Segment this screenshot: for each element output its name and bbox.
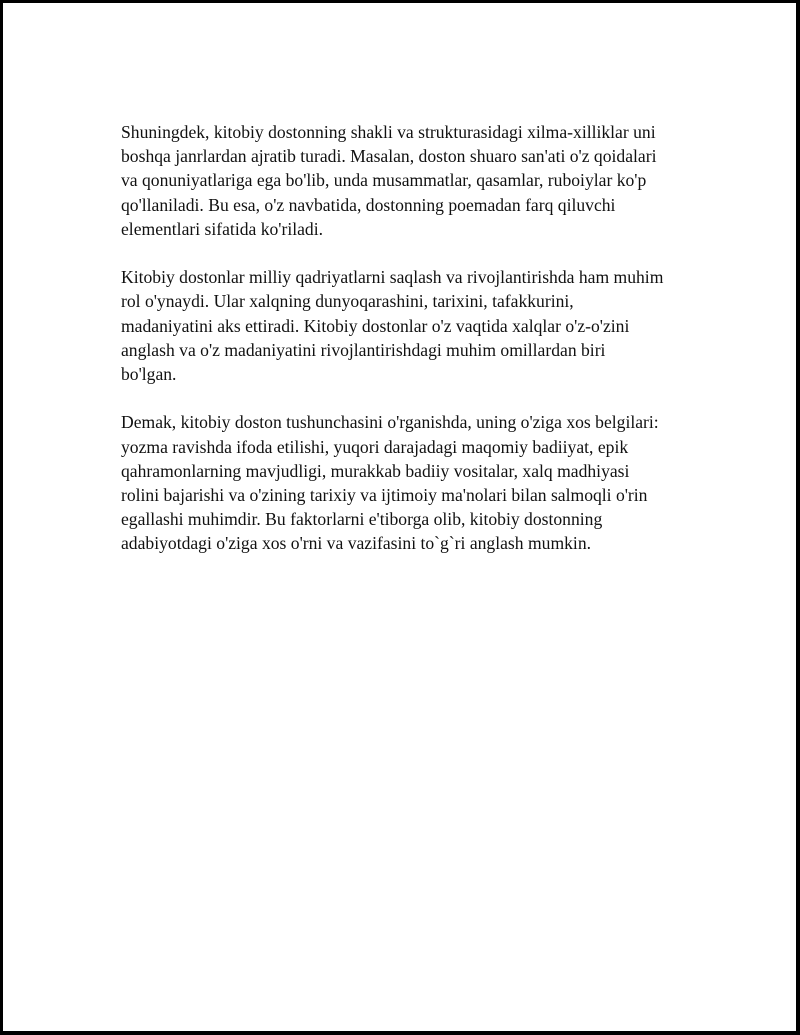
paragraph-3 bbox=[121, 410, 696, 555]
paragraph-2 bbox=[121, 265, 696, 386]
text-line: Shuningdek, kitobiy dostonning shakli va strukturasidagi xilma-xilliklar uni bbox=[121, 122, 656, 142]
text-line: Demak, kitobiy doston tushunchasini o'rganishda, uning o'ziga xos belgilari: bbox=[121, 412, 659, 433]
text-line: rol o'ynaydi. Ular xalqning dunyoqarashini, tarixini, tafakkurini, bbox=[121, 291, 574, 312]
text-line: bo'lgan. bbox=[121, 364, 177, 385]
text-line: adabiyotdagi o'ziga xos o'rni va vazifasini to`g`ri anglash mumkin. bbox=[121, 533, 592, 554]
text-line: egallashi muhimdir. Bu faktorlarni e'tiborga olib, kitobiy dostonning bbox=[121, 509, 603, 530]
text-line: boshqa janrlardan ajratib turadi. Masalan, doston shuaro san'ati o'z qoidalari bbox=[121, 146, 657, 167]
text-line: qo'llaniladi. Bu esa, o'z navbatida, dostonning poemadan farq qiluvchi bbox=[121, 194, 616, 215]
text-line: yozma ravishda ifoda etilishi, yuqori darajadagi maqomiy badiiyat, epik bbox=[121, 436, 629, 457]
text-line: madaniyatini aks ettiradi. Kitobiy dostonlar o'z vaqtida xalqlar o'z-o'zini bbox=[121, 315, 630, 336]
text-line: qahramonlarning mavjudligi, murakkab badiiy vositalar, xalq madhiyasi bbox=[121, 460, 630, 481]
document-body bbox=[121, 120, 696, 580]
text-line: va qonuniyatlariga ega bo'lib, unda musammatlar, qasamlar, ruboiylar ko'p bbox=[121, 170, 647, 191]
text-line: elementlari sifatida ko'riladi. bbox=[121, 218, 324, 239]
paragraph-1 bbox=[121, 120, 696, 241]
text-line: rolini bajarishi va o'zining tarixiy va ijtimoiy ma'nolari bilan salmoqli o'rin bbox=[121, 485, 648, 506]
text-line: Kitobiy dostonlar milliy qadriyatlarni saqlash va rivojlantirishda ham muhim bbox=[121, 267, 664, 288]
text-line: anglash va o'z madaniyatini rivojlantirishdagi muhim omillardan biri bbox=[121, 339, 606, 360]
